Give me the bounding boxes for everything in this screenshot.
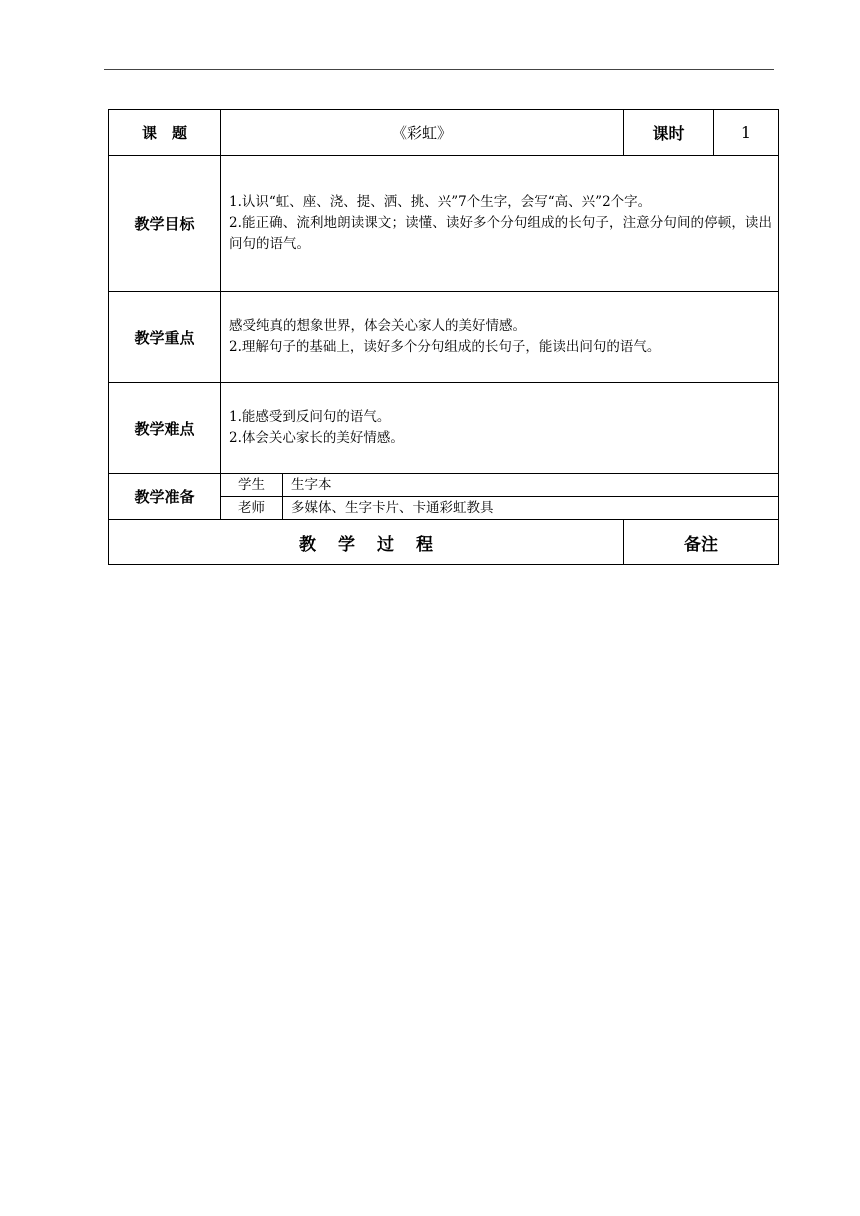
- remark-label: 备注: [624, 520, 779, 565]
- key-points-content: [221, 292, 779, 383]
- teacher-label: 老师: [221, 497, 283, 520]
- student-value: 生字本: [283, 474, 779, 497]
- key-points-row: [109, 292, 779, 383]
- topic-value: 《彩虹》: [221, 110, 624, 156]
- difficulties-row: [109, 383, 779, 474]
- period-label: 课时: [624, 110, 714, 156]
- key-point-item: 感受纯真的想象世界，体会关心家人的美好情感。: [229, 318, 526, 334]
- student-label: 学生: [221, 474, 283, 497]
- process-label: 教学过程: [109, 520, 624, 565]
- difficulty-item: 2.体会关心家长的美好情感。: [229, 430, 404, 446]
- objectives-row: [109, 156, 779, 292]
- teacher-value: 多媒体、生字卡片、卡通彩虹教具: [283, 497, 779, 520]
- lesson-plan-table: [108, 109, 779, 565]
- objective-item: 2.能正确、流利地朗读课文；读懂、读好多个分句组成的长句子，注意分句间的停顿，读出问句的语气。: [229, 215, 773, 252]
- objectives-label: 教学目标: [109, 156, 221, 292]
- topic-label: 课 题: [109, 110, 221, 156]
- difficulty-item: 1.能感受到反问句的语气。: [229, 409, 391, 425]
- process-header-row: [109, 520, 779, 565]
- preparation-student-row: [109, 474, 779, 497]
- key-points-label: 教学重点: [109, 292, 221, 383]
- key-point-item: 2.理解句子的基础上，读好多个分句组成的长句子，能读出问句的语气。: [229, 339, 661, 355]
- period-value: 1: [714, 110, 779, 156]
- preparation-label: 教学准备: [109, 474, 221, 520]
- objectives-content: [221, 156, 779, 292]
- header-rule: [104, 69, 774, 70]
- topic-row: [109, 110, 779, 156]
- objective-item: 1.认识“虹、座、浇、提、洒、挑、兴”7个生字，会写“高、兴”2个字。: [229, 194, 652, 210]
- difficulties-content: [221, 383, 779, 474]
- difficulties-label: 教学难点: [109, 383, 221, 474]
